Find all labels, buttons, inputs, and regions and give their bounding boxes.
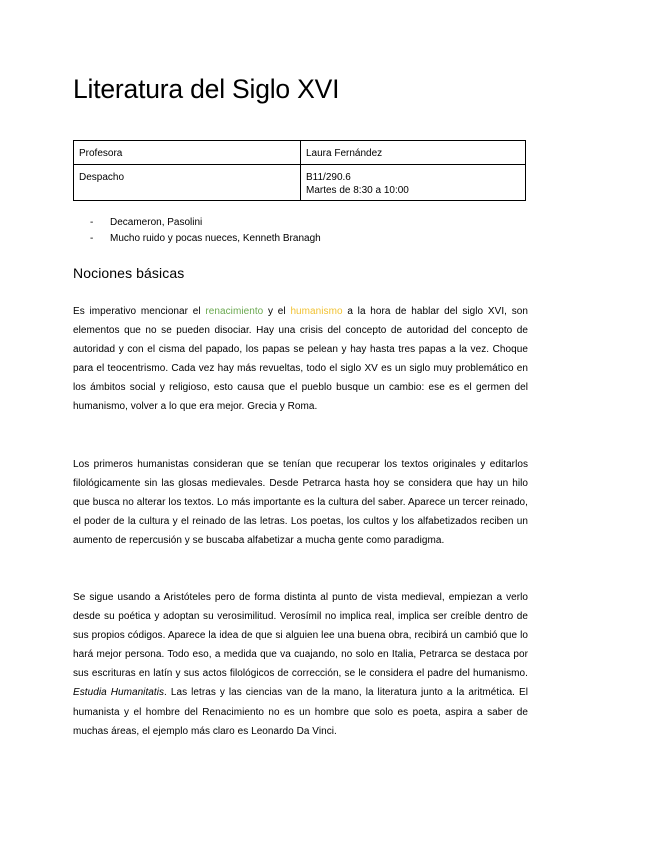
paragraph: [73, 588, 528, 741]
reference-list: [73, 215, 321, 247]
section-heading: Nociones básicas: [73, 265, 185, 281]
paragraph-text: Se sigue usando a Aristóteles pero de forma distinta al punto de vista medieval, empiezan a verlo desde su poética y adoptan su verosimilitud. Verosímil no implica real, implica ser creíble dentro de sus propios códigos. Aparece la idea de que si alguien lee una buena obra, recibirá un cambió que lo hará mejor persona. Todo eso, a medida que va cuajando, no solo en Italia, Petrarca se destaca por sus escrituras en latín y sus actos filológicos de corrección, se le considera el padre del humanismo.: [73, 592, 528, 680]
list-item-text: Mucho ruido y pocas nueces, Kenneth Branagh: [110, 233, 321, 244]
list-item: [73, 215, 321, 231]
list-bullet: -: [90, 217, 94, 228]
italic-term: Estudia Humanitatis: [73, 687, 165, 699]
table-cell-label: Despacho: [74, 165, 301, 201]
highlight-renacimiento: renacimiento: [205, 306, 264, 317]
table-row: [74, 165, 526, 201]
office-room: B11/290.6: [306, 172, 351, 183]
paragraph-text: Es imperativo mencionar el: [73, 306, 206, 317]
list-item: [73, 231, 321, 247]
paragraph: Los primeros humanistas consideran que se tenían que recuperar los textos originales y editarlos filológicamente sin las glosas medievales. Desde Petrarca hasta hoy se considera que hay un hilo que busca no alterar los textos. Lo más importante es la cultura del saber. Aparece un tercer reinado, el poder de la cultura y el reinado de las letras. Los poetas, los cultos y los alfabetizados reciben un aumento de repercusión y se buscaba alfabetizar a mucha gente como paradigma.: [73, 459, 528, 547]
table-row: [74, 141, 526, 165]
office-hours: Martes de 8:30 a 10:00: [306, 185, 409, 196]
document-title: Literatura del Siglo XVI: [73, 74, 340, 104]
paragraph-text: y el: [263, 306, 291, 317]
paragraph-text: a la hora de hablar del siglo XVI, son elementos que no se pueden disociar. Hay una crisis del concepto de autoridad del concepto de autoridad y con el cisma del papado, los papas se pelean y hay hasta tres papas a la vez. Choque para el teocentrismo. Cada vez hay más revueltas, todo el siglo XV es un siglo muy problemático en los ámbitos social y religioso, esto causa que el pueblo busque un cambio: ese es el germen del humanismo, volver a lo que era mejor. Grecia y Roma.: [73, 306, 528, 413]
table-cell-value: [301, 165, 526, 201]
list-item-text: Decameron, Pasolini: [110, 217, 203, 228]
table-cell-value: [301, 141, 526, 165]
professor-name: Laura Fernández: [306, 148, 383, 159]
paragraph-text: . Las letras y las ciencias van de la mano, la literatura junto a la aritmética. El humanista y el hombre del Renacimiento no es un hombre que solo es poeta, aspira a saber de muchas áreas, el ejemplo más claro es Leonardo Da Vinci.: [73, 687, 528, 737]
info-table: [73, 140, 526, 201]
highlight-humanismo: humanismo: [290, 306, 343, 317]
list-bullet: -: [90, 233, 94, 244]
paragraph: [73, 302, 528, 417]
table-cell-label: Profesora: [74, 141, 301, 165]
